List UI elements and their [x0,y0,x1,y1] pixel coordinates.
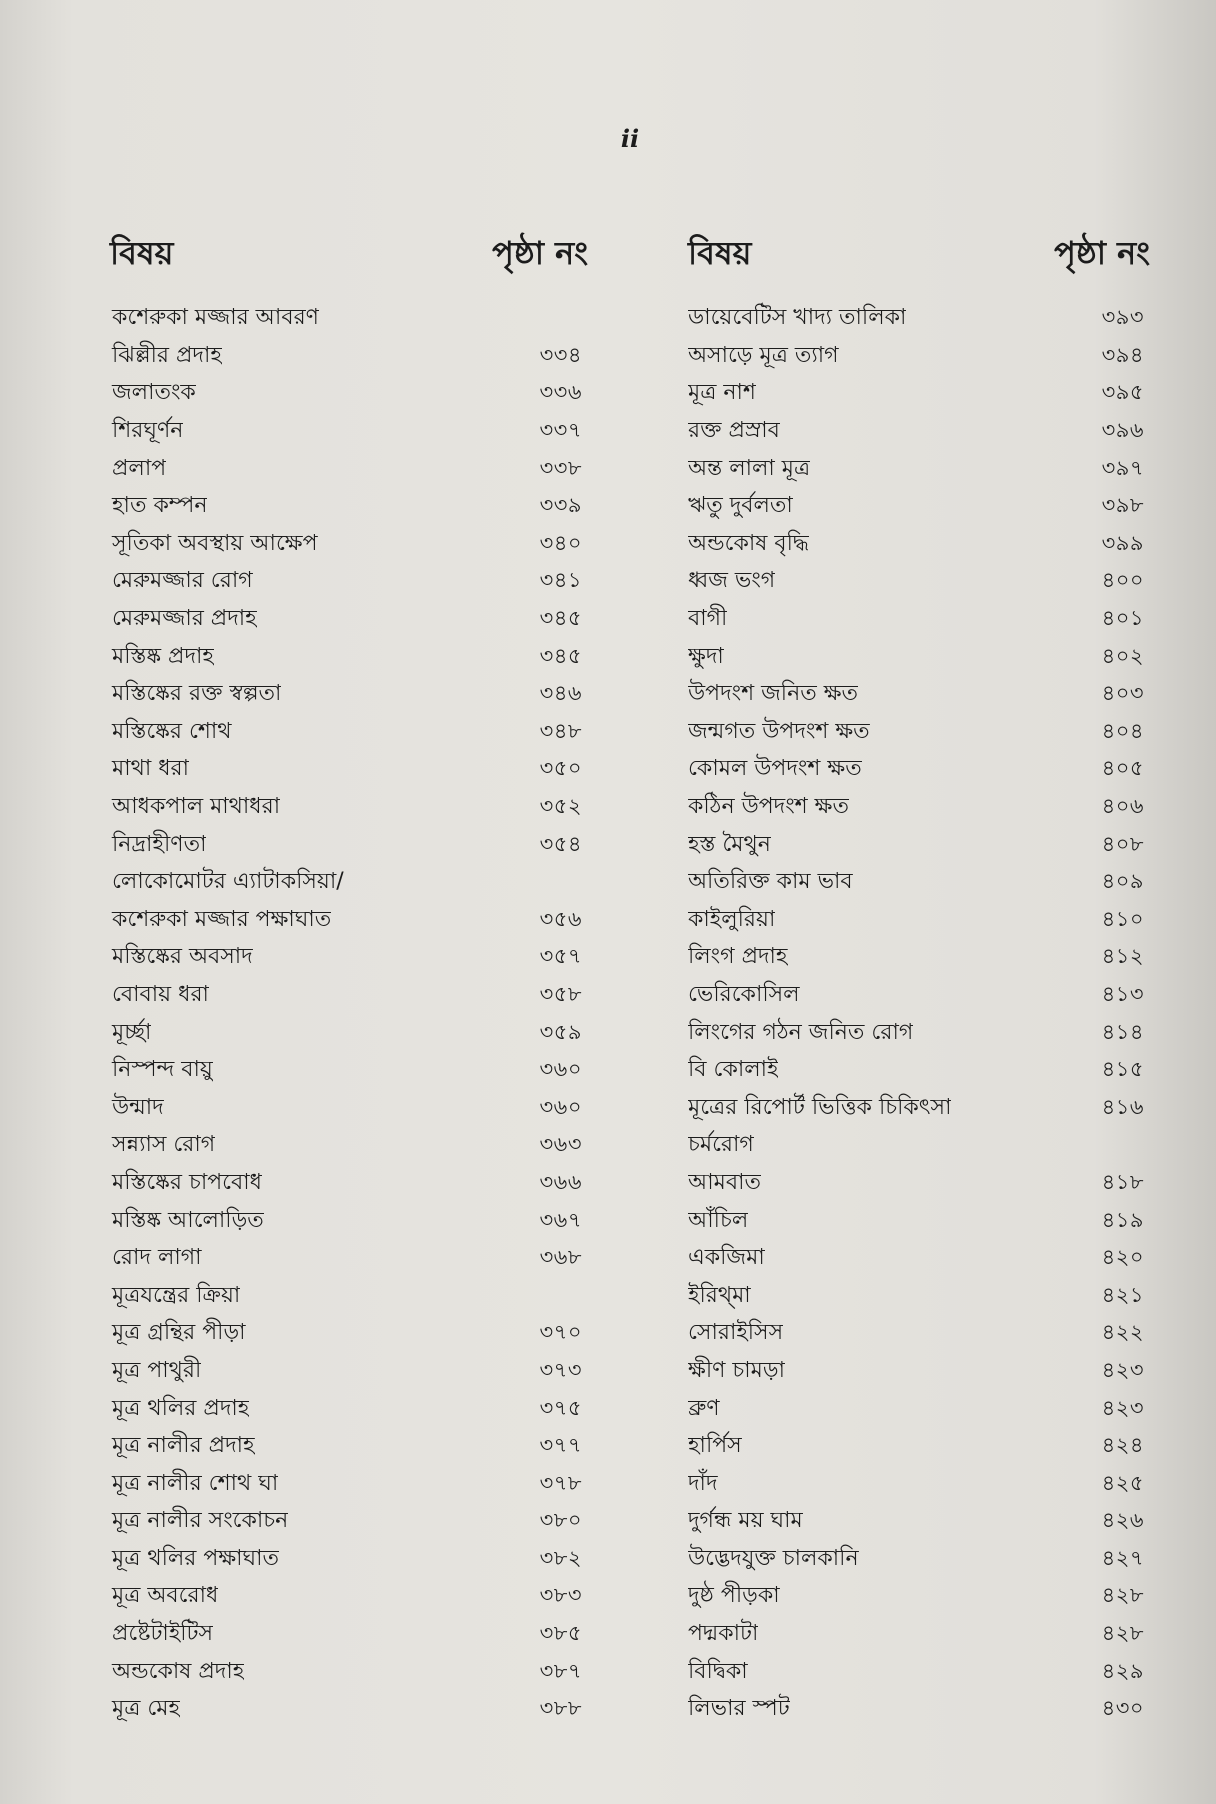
subject-heading: বিষয় [688,234,752,272]
entry-page-number: ৪১৯ [1101,1207,1144,1232]
entry-page-number: ৪০৪ [1101,718,1144,743]
entry-page-number: ৪০৩ [1101,681,1144,706]
toc-entry [110,1653,588,1691]
entry-page-number: ৪১৫ [1101,1057,1144,1082]
entry-page-number: ৩৮২ [539,1545,582,1570]
entry-title: উপদংশ জনিত ক্ষত [688,681,859,707]
entry-title: মেরুমজ্জার রোগ [112,568,253,594]
toc-entry [688,1127,1150,1165]
entry-page-number: ৪২৫ [1101,1470,1144,1495]
toc-entry [110,1165,588,1203]
toc-entry [688,300,1150,338]
entry-page-number: ৩৬০ [539,1094,582,1119]
entry-page-number: ৩৭৫ [539,1395,582,1420]
toc-entry [688,864,1150,902]
entry-page-number: ৪০২ [1101,643,1144,668]
toc-entry [110,1315,588,1353]
toc-entry [688,1089,1150,1127]
entry-page-number: ৪২১ [1101,1282,1144,1307]
entry-title: মূত্র থলির প্রদাহ [112,1395,250,1421]
entry-page-number: ৩৩৮ [539,455,582,480]
toc-entry [688,676,1150,714]
entry-title: কাইলুরিয়া [688,906,776,932]
toc-entry [688,1465,1150,1503]
toc-entry [110,1052,588,1090]
toc-entry [110,789,588,827]
entry-title: মস্তিষ্ক প্রদাহ [112,643,214,669]
entry-title: উদ্ভেদযুক্ত চালকানি [688,1545,859,1571]
entry-title: মূত্র পাথুরী [112,1357,202,1383]
toc-entry [688,1691,1150,1729]
toc-entry [110,1202,588,1240]
entry-title: ইরিথ্মা [688,1282,751,1308]
toc-entry [688,1052,1150,1090]
entry-page-number: ৪২৬ [1101,1508,1144,1533]
entry-title: ব্রুণ [688,1395,720,1421]
toc-entry [110,1240,588,1278]
contents-column-right [688,222,1150,1729]
entry-page-number: ৪২৮ [1101,1583,1144,1608]
entry-list [688,300,1150,1729]
page-number: ii [620,124,640,153]
entry-page-number: ৩৪১ [539,568,582,593]
entry-page-number: ৩৪০ [539,530,582,555]
toc-entry [110,1014,588,1052]
entry-title: ক্ষুদা [688,643,724,669]
toc-entry [110,413,588,451]
entry-page-number: ৪৩০ [1101,1696,1144,1721]
entry-title: মস্তিষ্কের অবসাদ [112,944,253,970]
entry-title: হাত কম্পন [112,493,208,519]
page-number-heading: পৃষ্ঠা নং [1054,234,1150,272]
entry-page-number: ৩৫৯ [539,1019,582,1044]
entry-page-number: ৪১০ [1101,906,1144,931]
entry-page-number: ৩৩৪ [539,342,582,367]
column-header [110,222,588,282]
entry-page-number: ৩৬৩ [539,1132,582,1157]
toc-entry [110,300,588,338]
entry-title: কোমল উপদংশ ক্ষত [688,756,862,782]
toc-entry [688,789,1150,827]
toc-entry [688,714,1150,752]
toc-entry [688,939,1150,977]
entry-title: মূত্রযন্ত্রের ক্রিয়া [112,1282,241,1308]
entry-page-number: ৩৪৬ [539,681,582,706]
entry-title: ঋতু দুর্বলতা [688,493,793,519]
entry-title: ধ্বজ ভংগ [688,568,776,594]
toc-entry [688,338,1150,376]
entry-page-number: ৩৮০ [539,1508,582,1533]
contents-column-left [110,222,588,1729]
toc-entry [110,638,588,676]
entry-page-number: ৪০১ [1101,606,1144,631]
entry-page-number: ৪২৯ [1101,1658,1144,1683]
entry-title: মূত্র নাশ [688,380,756,406]
toc-entry [688,977,1150,1015]
entry-title: মাথা ধরা [112,756,190,782]
entry-title: প্রষ্টেটাইটিস [112,1621,214,1647]
toc-entry [688,375,1150,413]
toc-entry [110,1353,588,1391]
entry-title: শিরঘূর্ণন [112,418,184,444]
entry-page-number: ৩৯৩ [1101,305,1144,330]
entry-title: রক্ত প্রস্রাব [688,418,780,444]
toc-entry [110,450,588,488]
toc-entry [110,1503,588,1541]
toc-entry [110,826,588,864]
entry-page-number: ৩৫৮ [539,981,582,1006]
toc-entry [688,1616,1150,1654]
entry-title: লিংগের গঠন জনিত রোগ [688,1019,914,1045]
entry-page-number: ৩৮৮ [539,1696,582,1721]
entry-title: হার্পিস [688,1433,742,1459]
entry-title: লোকোমোটর এ্যাটাকসিয়া/ [112,869,344,895]
toc-entry [110,338,588,376]
entry-page-number: ৪০৫ [1101,756,1144,781]
toc-entry [110,864,588,902]
entry-page-number: ৪১৪ [1101,1019,1144,1044]
entry-page-number: ৩৭৮ [539,1470,582,1495]
entry-title: ঝিল্লীর প্রদাহ [112,342,222,368]
toc-entry [688,1014,1150,1052]
entry-title: দুষ্ঠ পীড়কা [688,1583,780,1609]
entry-title: সোরাইসিস [688,1320,784,1346]
entry-title: মূর্চ্ছা [112,1019,152,1045]
entry-title: মস্তিষ্কের রক্ত স্বল্পতা [112,681,282,707]
toc-entry [110,977,588,1015]
entry-title: মস্তিষ্কের চাপবোধ [112,1169,262,1195]
entry-title: মূত্রের রিপোর্ট ভিত্তিক চিকিৎসা [688,1094,952,1120]
entry-title: বি কোলাই [688,1057,779,1083]
entry-title: আধকপাল মাথাধরা [112,794,281,820]
toc-entry [688,1353,1150,1391]
entry-page-number: ৪১৮ [1101,1169,1144,1194]
entry-page-number: ৩৫৭ [539,944,582,969]
toc-entry [110,1277,588,1315]
entry-title: অন্ত লালা মূত্র [688,455,811,481]
entry-title: লিভার স্পট [688,1696,790,1722]
toc-entry [110,676,588,714]
entry-title: মূত্র গ্রন্থির পীড়া [112,1320,246,1346]
toc-entry [688,563,1150,601]
entry-title: মূত্র মেহ [112,1696,181,1722]
entry-page-number: ৪২৩ [1101,1395,1144,1420]
entry-title: বোবায় ধরা [112,981,209,1007]
entry-title: মূত্র নালীর শোথ ঘা [112,1470,279,1496]
entry-page-number: ৪০০ [1101,568,1144,593]
toc-entry [110,751,588,789]
entry-title: প্রলাপ [112,455,167,481]
entry-page-number: ৩৭৩ [539,1357,582,1382]
entry-page-number: ৪০৯ [1101,869,1144,894]
toc-entry [688,450,1150,488]
entry-page-number: ৩৮৩ [539,1583,582,1608]
entry-page-number: ৩৩৭ [539,418,582,443]
entry-page-number: ৩৯৮ [1101,493,1144,518]
entry-title: সন্ন্যাস রোগ [112,1132,216,1158]
toc-entry [110,526,588,564]
toc-entry [688,1653,1150,1691]
entry-page-number: ৪০৬ [1101,794,1144,819]
entry-title: লিংগ প্রদাহ [688,944,788,970]
entry-title: অসাড়ে মূত্র ত্যাগ [688,342,839,368]
entry-title: মূত্র অবরোধ [112,1583,219,1609]
toc-entry [688,1428,1150,1466]
toc-entry [110,939,588,977]
toc-entry [110,601,588,639]
toc-entry [688,1503,1150,1541]
entry-title: কশেরুকা মজ্জার আবরণ [112,305,319,331]
entry-title: দাঁদ [688,1470,718,1496]
toc-entry [688,1165,1150,1203]
entry-page-number: ৩৮৫ [539,1621,582,1646]
toc-entry [110,714,588,752]
toc-entry [110,375,588,413]
toc-entry [688,1390,1150,1428]
entry-title: জলাতংক [112,380,196,406]
toc-entry [688,488,1150,526]
toc-entry [110,488,588,526]
entry-title: সূতিকা অবস্থায় আক্ষেপ [112,530,318,556]
column-header [688,222,1150,282]
entry-page-number: ৩৭৭ [539,1433,582,1458]
toc-entry [688,526,1150,564]
entry-title: উন্মাদ [112,1094,164,1120]
page-number-heading: পৃষ্ঠা নং [492,234,588,272]
toc-entry [110,1541,588,1579]
toc-entry [110,1089,588,1127]
entry-title: নিদ্রাহীণতা [112,831,207,857]
toc-entry [110,902,588,940]
entry-title: মূত্র নালীর সংকোচন [112,1508,289,1534]
entry-page-number: ৩৫৪ [539,831,582,856]
entry-title: মূত্র থলির পক্ষাঘাত [112,1545,280,1571]
entry-list [110,300,588,1729]
entry-title: রোদ লাগা [112,1245,202,1271]
toc-entry [688,1541,1150,1579]
toc-entry [110,1691,588,1729]
entry-title: একজিমা [688,1245,765,1271]
entry-page-number: ৩৩৬ [539,380,582,405]
entry-title: মস্তিষ্ক আলোড়িত [112,1207,264,1233]
toc-entry [688,413,1150,451]
entry-page-number: ৪১৩ [1101,981,1144,1006]
entry-page-number: ৩৫৬ [539,906,582,931]
toc-entry [688,1315,1150,1353]
entry-page-number: ৩৯৯ [1101,530,1144,555]
entry-title: মূত্র নালীর প্রদাহ [112,1433,255,1459]
entry-page-number: ৪২৩ [1101,1357,1144,1382]
entry-page-number: ৩৫২ [539,794,582,819]
entry-title: কঠিন উপদংশ ক্ষত [688,794,850,820]
entry-title: জন্মগত উপদংশ ক্ষত [688,718,870,744]
toc-entry [688,1240,1150,1278]
entry-page-number: ৪১৬ [1101,1094,1144,1119]
entry-page-number: ৪২০ [1101,1245,1144,1270]
entry-page-number: ৩৮৭ [539,1658,582,1683]
entry-title: বাগী [688,606,728,632]
entry-page-number: ৩৬০ [539,1057,582,1082]
entry-page-number: ৩৯৬ [1101,418,1144,443]
toc-entry [688,826,1150,864]
toc-entry [110,1428,588,1466]
entry-title: পদ্মকাটা [688,1621,759,1647]
toc-entry [110,1578,588,1616]
toc-entry [688,902,1150,940]
entry-page-number: ৪১২ [1101,944,1144,969]
entry-title: হস্ত মৈথুন [688,831,771,857]
toc-entry [688,601,1150,639]
entry-title: অতিরিক্ত কাম ভাব [688,869,853,895]
entry-page-number: ৩৪৫ [539,606,582,631]
entry-title: অন্ডকোষ প্রদাহ [112,1658,245,1684]
entry-title: অন্ডকোষ বৃদ্ধি [688,530,810,556]
toc-entry [688,751,1150,789]
entry-title: বিদ্বিকা [688,1658,748,1684]
entry-title: দুর্গন্ধ ময় ঘাম [688,1508,803,1534]
toc-entry [688,1202,1150,1240]
toc-entry [110,1465,588,1503]
entry-page-number: ৩৭০ [539,1320,582,1345]
entry-page-number: ৪২৪ [1101,1433,1144,1458]
entry-page-number: ৩৬৮ [539,1245,582,1270]
entry-page-number: ৪২৭ [1101,1545,1144,1570]
entry-page-number: ৩৪৫ [539,643,582,668]
entry-page-number: ৩৩৯ [539,493,582,518]
entry-title: ডায়েবেটিস খাদ্য তালিকা [688,305,907,331]
entry-page-number: ৪০৮ [1101,831,1144,856]
toc-entry [688,638,1150,676]
entry-page-number: ৩৯৭ [1101,455,1144,480]
entry-title: কশেরুকা মজ্জার পক্ষাঘাত [112,906,332,932]
entry-title: চর্মরোগ [688,1132,754,1158]
entry-title: নিস্পন্দ বায়ু [112,1057,213,1083]
entry-title: মস্তিষ্কের শোথ [112,718,232,744]
toc-entry [110,1127,588,1165]
entry-page-number: ৪২৮ [1101,1621,1144,1646]
toc-entry [688,1277,1150,1315]
entry-page-number: ৩৯৪ [1101,342,1144,367]
entry-title: ভেরিকোসিল [688,981,800,1007]
entry-page-number: ৩৫০ [539,756,582,781]
entry-page-number: ৩৯৫ [1101,380,1144,405]
entry-title: আমবাত [688,1169,762,1195]
entry-title: ক্ষীণ চামড়া [688,1357,785,1383]
entry-page-number: ৩৪৮ [539,718,582,743]
toc-entry [110,1390,588,1428]
entry-page-number: ৩৬৭ [539,1207,582,1232]
toc-entry [110,563,588,601]
entry-title: মেরুমজ্জার প্রদাহ [112,606,257,632]
toc-entry [110,1616,588,1654]
entry-page-number: ৪২২ [1101,1320,1144,1345]
entry-title: আঁচিল [688,1207,749,1233]
toc-entry [688,1578,1150,1616]
entry-page-number: ৩৬৬ [539,1169,582,1194]
subject-heading: বিষয় [110,234,174,272]
